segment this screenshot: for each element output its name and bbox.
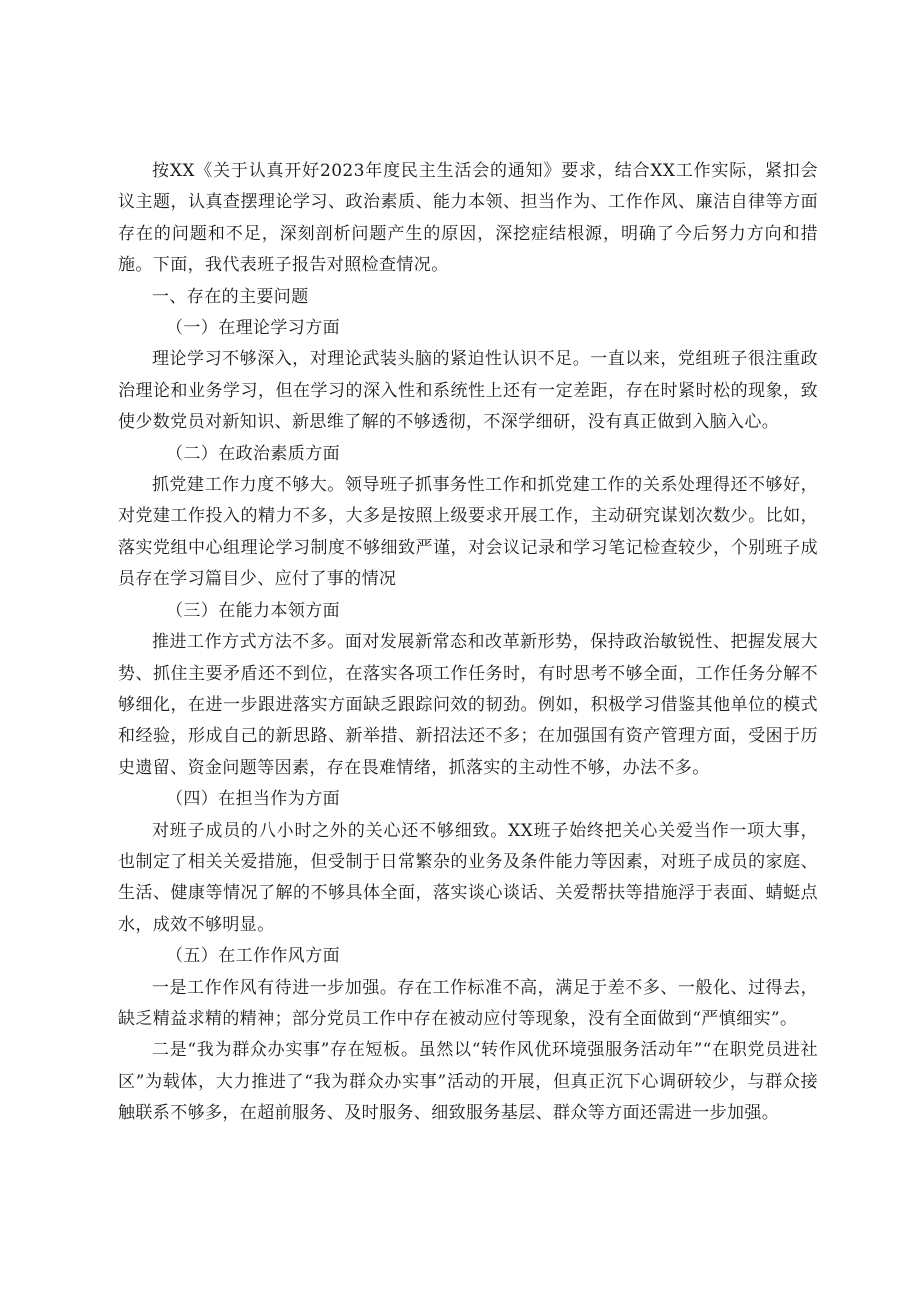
- body-paragraph: 抓党建工作力度不够大。领导班子抓事务性工作和抓党建工作的关系处理得还不够好，对党建工作投入的精力不多，大多是按照上级要求开展工作，主动研究谋划次数少。比如，落实党组中心组理论学习制度不够细致严谨，对会议记录和学习笔记检查较少，个别班子成员存在学习篇目少、应付了事的情况: [118, 475, 818, 590]
- body-paragraph: 一是工作作风有待进一步加强。存在工作标准不高，满足于差不多、一般化、过得去，缺乏精益求精的精神；部分党员工作中存在被动应付等现象，没有全面做到“严慎细实”。: [118, 977, 818, 1029]
- subsection-heading: （二）在政治素质方面: [166, 443, 340, 464]
- body-paragraph: 理论学习不够深入，对理论武装头脑的紧迫性认识不足。一直以来，党组班子很注重政治理论和业务学习，但在学习的深入性和系统性上还有一定差距，存在时紧时松的现象，致使少数党员对新知识、新思维了解的不够透彻，不深学细研，没有真正做到入脑入心。: [118, 349, 818, 433]
- body-paragraph: 二是“我为群众办实事”存在短板。虽然以“转作风优环境强服务活动年”“在职党员进社区”为载体，大力推进了“我为群众办实事”活动的开展，但真正沉下心调研较少，与群众接触联系不够多，在超前服务、及时服务、细致服务基层、群众等方面还需进一步加强。: [118, 1040, 818, 1124]
- subsection-heading: （三）在能力本领方面: [166, 600, 340, 621]
- body-paragraph: 推进工作方式方法不多。面对发展新常态和改革新形势，保持政治敏锐性、把握发展大势、抓住主要矛盾还不到位，在落实各项工作任务时，有时思考不够全面，工作任务分解不够细化，在进一步跟进落实方面缺乏跟踪问效的韧劲。例如，积极学习借鉴其他单位的模式和经验，形成自己的新思路、新举措、新招法还不多；在加强国有资产管理方面，受困于历史遗留、资金问题等因素，存在畏难情绪，抓落实的主动性不够，办法不多。: [118, 632, 818, 778]
- document-body: [118, 156, 818, 1130]
- intro-paragraph: 按XX《关于认真开好2023年度民主生活会的通知》要求，结合XX工作实际，紧扣会议主题，认真查摆理论学习、政治素质、能力本领、担当作为、工作作风、廉洁自律等方面存在的问题和不足，深刻剖析问题产生的原因，深挖症结根源，明确了今后努力方向和措施。下面，我代表班子报告对照检查情况。: [118, 161, 818, 276]
- body-paragraph: 对班子成员的八小时之外的关心还不够细致。XX班子始终把关心关爱当作一项大事，也制定了相关关爱措施，但受制于日常繁杂的业务及条件能力等因素，对班子成员的家庭、生活、健康等情况了解的不够具体全面，落实谈心谈话、关爱帮扶等措施浮于表面、蜻蜓点水，成效不够明显。: [118, 820, 818, 935]
- subsection-heading: （五）在工作作风方面: [166, 946, 340, 967]
- subsection-heading: （四）在担当作为方面: [166, 789, 340, 810]
- subsection-heading: （一）在理论学习方面: [166, 318, 340, 339]
- section-heading: 一、存在的主要问题: [152, 286, 309, 307]
